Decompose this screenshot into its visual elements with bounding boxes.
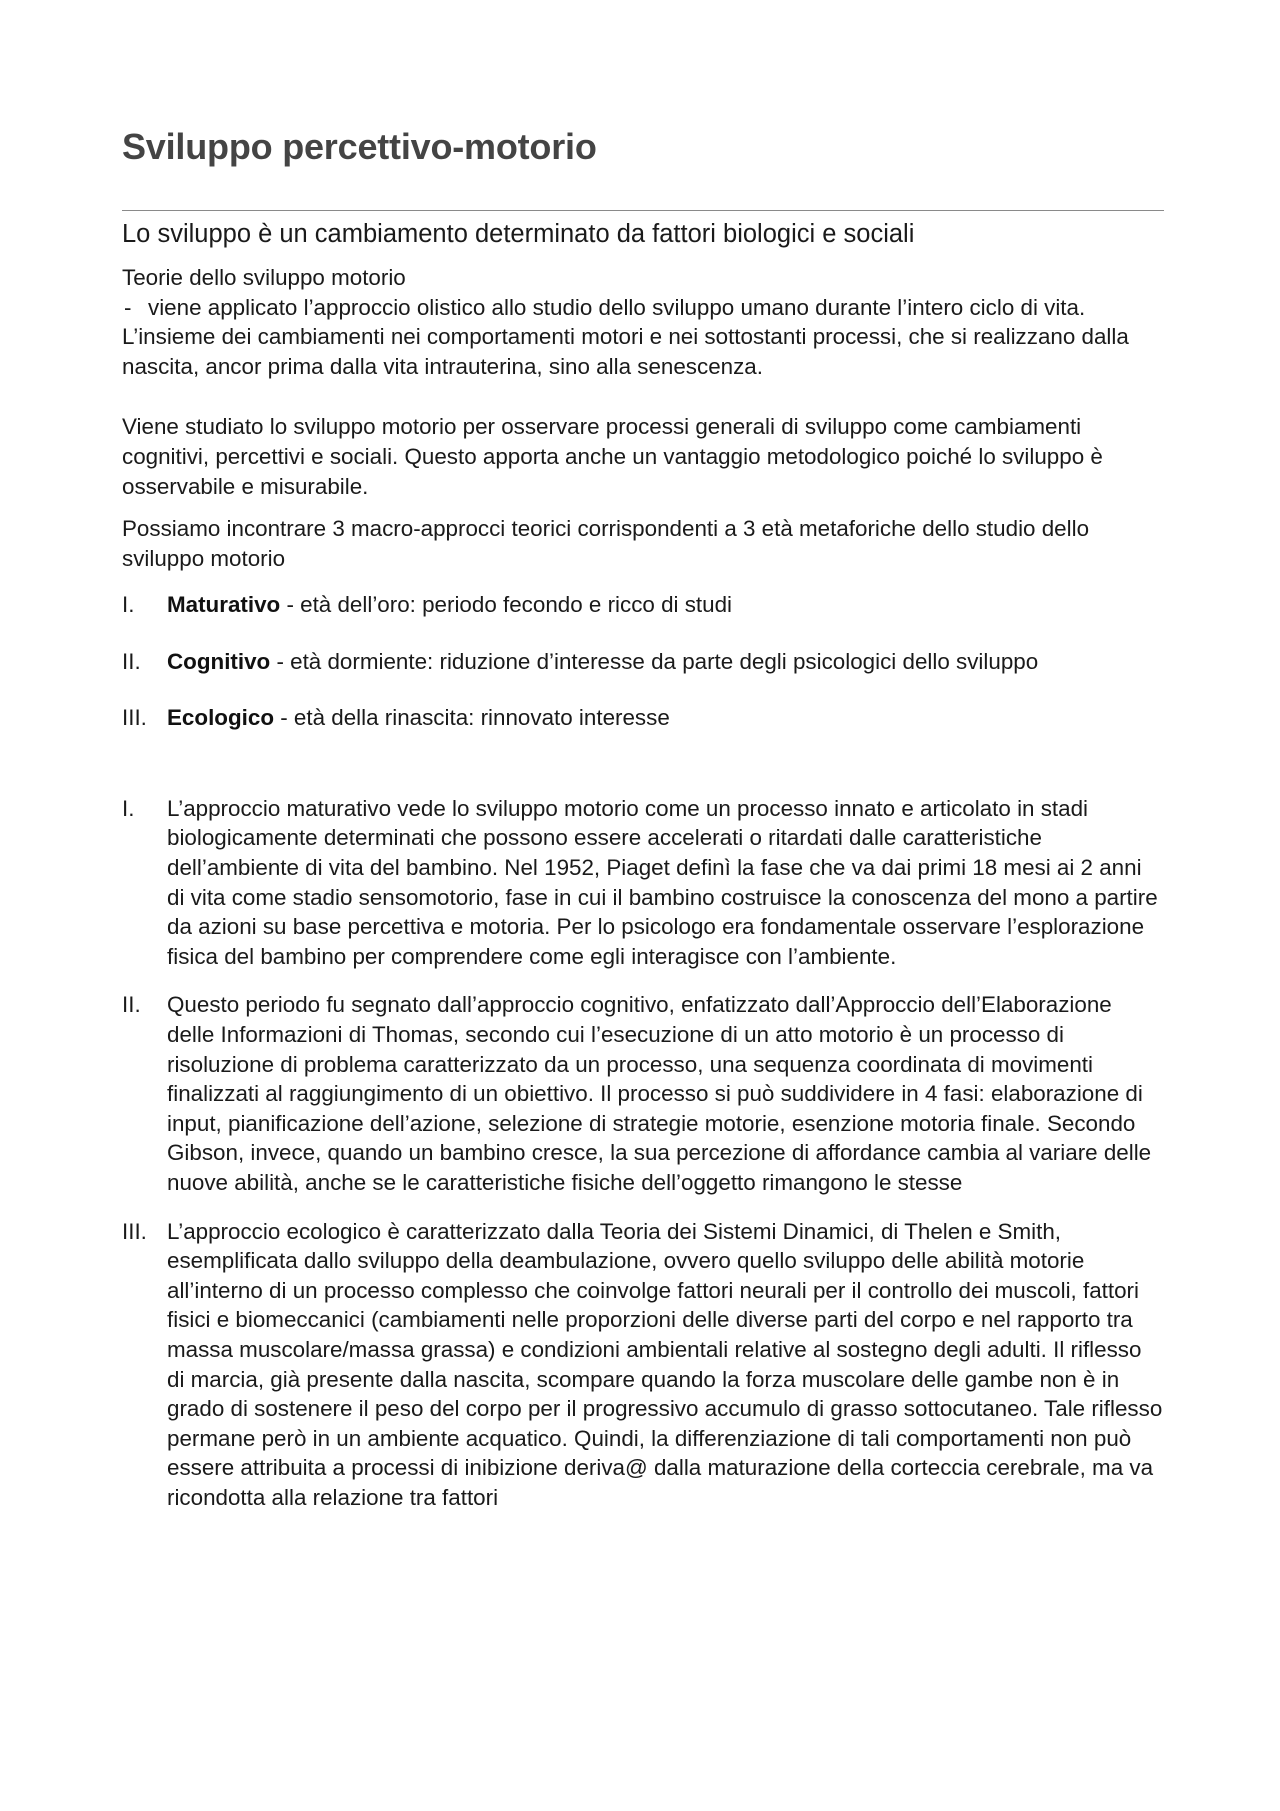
list-item bbox=[122, 990, 1164, 1197]
intro-heading: Teorie dello sviluppo motorio bbox=[122, 265, 406, 290]
list-number: I. bbox=[122, 795, 135, 821]
intro-paragraph-1: L’insieme dei cambiamenti nei comportamenti motori e nei sottostanti processi, che si realizzano dalla nascita, ancor prima dalla vita intrauterina, sino alla senescenza. bbox=[122, 324, 1129, 379]
detail-text: Questo periodo fu segnato dall’approccio cognitivo, enfatizzato dall’Approccio dell’Elaborazione delle Informazioni di Thomas, secondo cui l’esecuzione di un atto motorio è un processo di risoluzione di problema caratterizzato da un processo, una sequenza coordinata di movimenti finalizzati al raggiungimento di un obiettivo. Il processo si può suddividere in 4 fasi: elaborazione di input, pianificazione dell’azione, selezione di strategie motorie, esenzione motoria finale. Secondo Gibson, invece, quando un bambino cresce, la sua percezione di affordance cambia al variare delle nuove abilità, anche se le caratteristiche fisiche dell’oggetto rimangono le stesse bbox=[167, 992, 1152, 1195]
detail-text: L’approccio maturativo vede lo sviluppo motorio come un processo innato e articolato in stadi biologicamente determinati che possono essere accelerati o ritardati dalle caratteristiche dell’ambiente di vita del bambino. Nel 1952, Piaget definì la fase che va dai primi 18 mesi ai 2 anni di vita come stadio sensomotorio, fase in cui il bambino costruisce la conoscenza del mono a partire da azioni su base percettiva e motoria. Per lo psicologo era fondamentale osservare l’esplorazione fisica del bambino per comprendere come egli interagisce con l’ambiente. bbox=[167, 795, 1158, 969]
approach-name: Cognitivo bbox=[167, 648, 271, 674]
dash-marker: - bbox=[124, 294, 132, 320]
intro-paragraph-3: Possiamo incontrare 3 macro-approcci teorici corrispondenti a 3 età metaforiche dello studio dello sviluppo motorio bbox=[122, 516, 1090, 571]
list-number: III. bbox=[122, 705, 147, 731]
list-item bbox=[122, 644, 1164, 681]
list-item bbox=[122, 1217, 1164, 1513]
title-divider bbox=[122, 210, 1164, 211]
approach-name: Ecologico bbox=[167, 705, 274, 731]
list-item bbox=[122, 700, 1164, 737]
approaches-list bbox=[122, 587, 1164, 737]
dash-list-item bbox=[122, 293, 1164, 323]
details-list bbox=[122, 794, 1164, 1513]
list-item bbox=[122, 794, 1164, 972]
intro-paragraph-2: Viene studiato lo sviluppo motorio per osservare processi generali di sviluppo come cambiamenti cognitivi, percettivi e sociali. Questo apporta anche un vantaggio metodologico poiché lo sviluppo è osservabile e misurabile. bbox=[122, 414, 1103, 499]
list-item bbox=[122, 587, 1164, 624]
list-number: III. bbox=[122, 1218, 147, 1244]
section-subtitle: Lo sviluppo è un cambiamento determinato da fattori biologici e sociali bbox=[122, 220, 915, 248]
dash-item-text: viene applicato l’approccio olistico allo studio dello sviluppo umano durante l’intero ciclo di vita. bbox=[148, 294, 1086, 320]
document-body bbox=[122, 263, 1164, 1513]
approach-description: - età dell’oro: periodo fecondo e ricco di studi bbox=[280, 592, 733, 618]
detail-text: L’approccio ecologico è caratterizzato dalla Teoria dei Sistemi Dinamici, di Thelen e Smith, esemplificata dallo sviluppo della deambulazione, ovvero quello sviluppo delle abilità motorie all’interno di un processo complesso che coinvolge fattori neurali per il controllo dei muscoli, fattori fisici e biomeccanici (cambiamenti nelle proporzioni delle diverse parti del corpo e nel rapporto tra massa muscolare/massa grassa) e condizioni ambientali relative al sostegno degli adulti. Il riflesso di marcia, già presente dalla nascita, scompare quando la forza muscolare delle gambe non è in grado di sostenere il peso del corpo per il progressivo accumulo di grasso sottocutaneo. Tale riflesso permane però in un ambiente acquatico. Quindi, la differenziazione di tali comportamenti non può essere attribuita a processi di inibizione deriva@ dalla maturazione della corteccia cerebrale, ma va ricondotta alla relazione tra fattori bbox=[167, 1218, 1163, 1510]
approach-description: - età dormiente: riduzione d’interesse da parte degli psicologici dello sviluppo bbox=[270, 648, 1039, 674]
list-number: II. bbox=[122, 992, 141, 1018]
list-number: I. bbox=[122, 592, 135, 618]
approach-description: - età della rinascita: rinnovato interesse bbox=[274, 705, 670, 731]
list-number: II. bbox=[122, 648, 141, 674]
page-title: Sviluppo percettivo-motorio bbox=[122, 126, 597, 167]
approach-name: Maturativo bbox=[167, 592, 281, 618]
